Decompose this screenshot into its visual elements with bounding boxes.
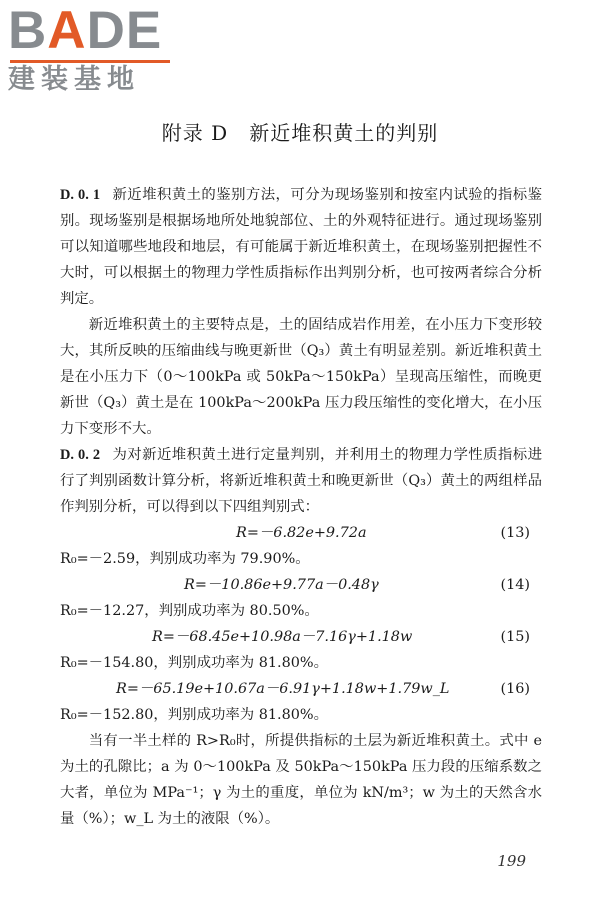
section-text: 为对新近堆积黄土进行定量判别，并利用土的物理力学性质指标进行了判别函数计算分析，将新近堆积黄土和晚更新世（Q₃）黄土的两组样品作判别分析，可以得到以下四组判别式： [60,447,542,515]
page-title: 附录 D 新近堆积黄土的判别 [161,121,439,145]
logo-chinese: 建装基地 [8,64,140,95]
equation-formula: R=－6.82e+9.72a [236,525,367,541]
equation-number: (15) [500,629,530,645]
equation-14 [60,572,542,598]
equation-formula: R=－10.86e+9.77a－0.48γ [184,577,379,593]
section-text: 新近堆积黄土的鉴别方法，可分为现场鉴别和按室内试验的指标鉴别。现场鉴别是根据场地所处地貌部位、土的外观特征进行。通过现场鉴别可以知道哪些地段和地层，有可能属于新近堆积黄土，在现场鉴别把握性不大时，可以根据土的物理力学性质指标作出判别分析，也可按两者综合分析判定。 [60,187,542,307]
section-number: D. 0. 1 [60,187,101,203]
document-body [60,182,542,832]
equation-result: R₀=－2.59，判别成功率为 79.90%。 [60,551,310,567]
equation-number: (14) [500,577,530,593]
equation-result: R₀=－154.80，判别成功率为 81.80%。 [60,655,328,671]
equation-formula: R=－65.19e+10.67a－6.91γ+1.18w+1.79w_L [116,681,450,697]
section-d01-paragraph [60,182,542,312]
equation-number: (13) [500,525,530,541]
page-number: 199 [497,852,526,870]
equation-number: (16) [500,681,530,697]
equation-result: R₀=－12.27，判别成功率为 80.50%。 [60,603,319,619]
closing-paragraph: 当有一半土样的 R>R₀时，所提供指标的土层为新近堆积黄土。式中 e 为土的孔隙比；a 为 0～100kPa 及 50kPa～150kPa 压力段的压缩系数之大者，单位为 MPa⁻¹；γ 为土的重度，单位为 kN/m³；w 为土的天然含水量（%）；w_L 为土的液限（%）。 [60,733,542,827]
section-d01-paragraph-2: 新近堆积黄土的主要特点是，土的固结成岩作用差，在小压力下变形较大，其所反映的压缩曲线与晚更新世（Q₃）黄土有明显差别。新近堆积黄土是在小压力下（0～100kPa 或 50kPa～150kPa）呈现高压缩性，而晚更新世（Q₃）黄土是在 100kPa～200kPa 压力段压缩性的变化增大，在小压力下变形不大。 [60,317,542,437]
equation-15 [60,624,542,650]
equation-formula: R=－68.45e+10.98a－7.16γ+1.18w [152,629,413,645]
section-number: D. 0. 2 [60,447,101,463]
section-d02-paragraph [60,442,542,520]
logo-divider [10,60,170,63]
equation-result: R₀=－152.80，判别成功率为 81.80%。 [60,707,328,723]
equation-13 [60,520,542,546]
equation-16 [60,676,542,702]
bade-logo [8,1,183,100]
logo-wordmark: BADE [8,1,163,60]
